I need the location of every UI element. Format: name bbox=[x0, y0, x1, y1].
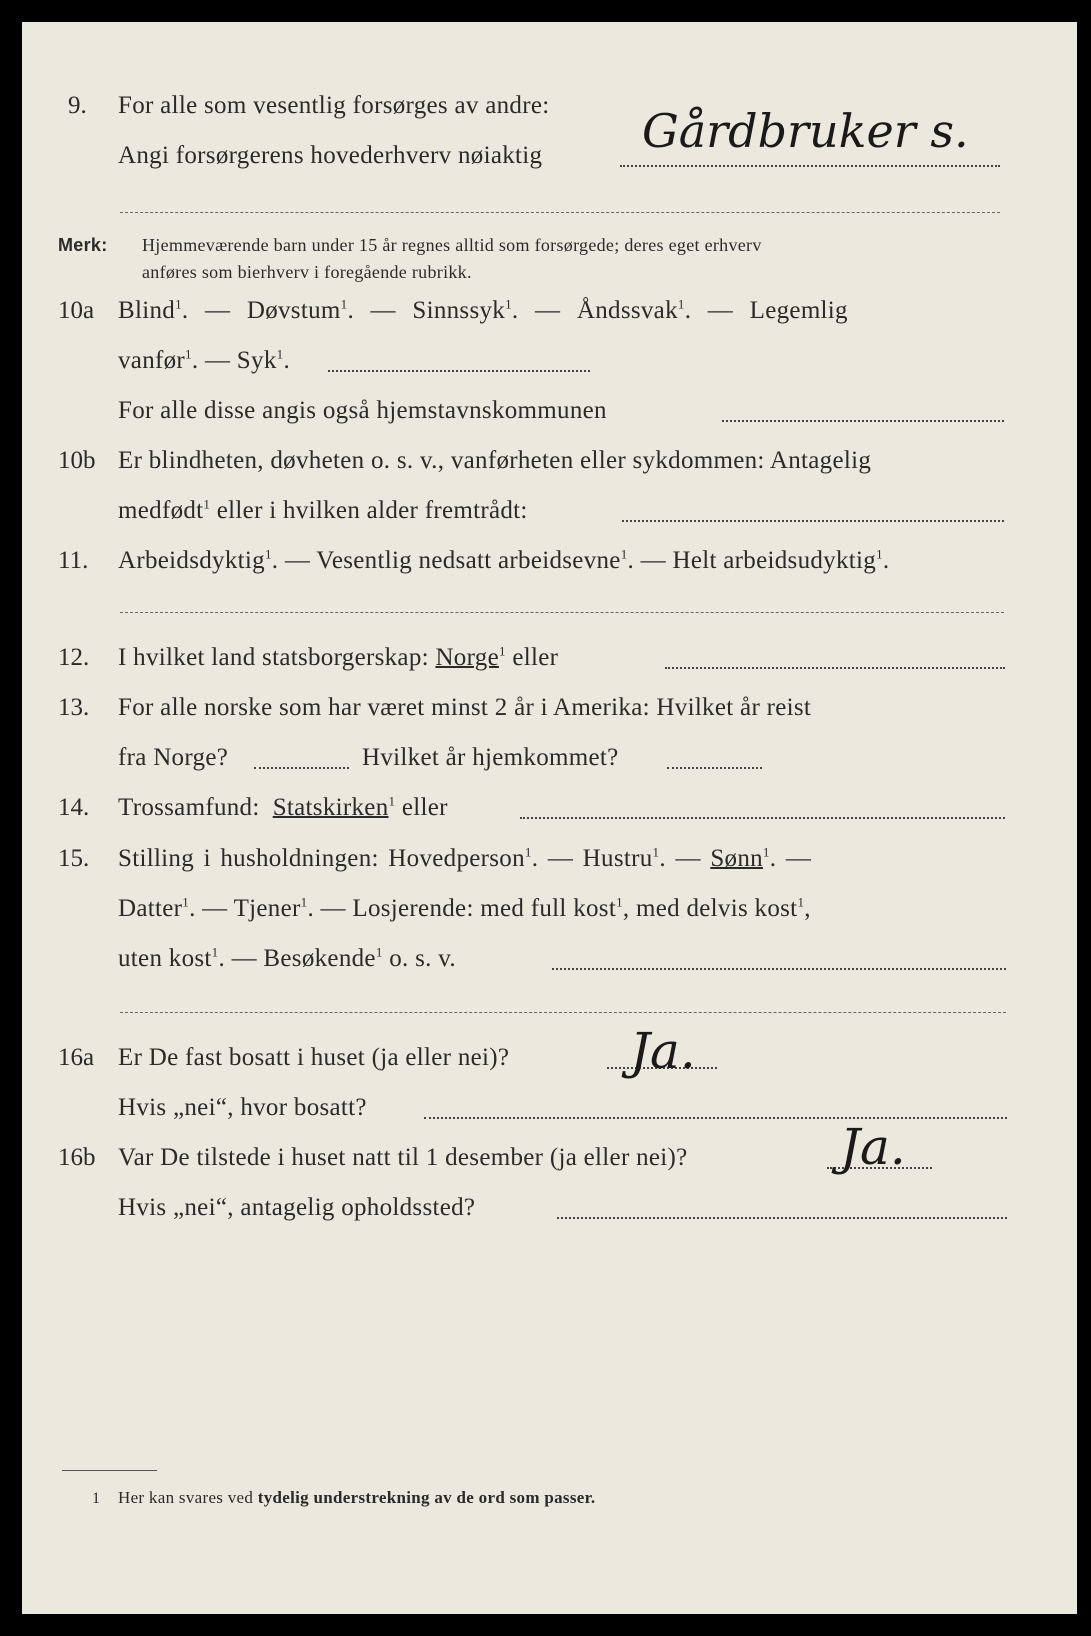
q10a-line3: For alle disse angis også hjemstavnskommunen bbox=[118, 397, 607, 424]
q16a-line1: Er De fast bosatt i huset (ja eller nei)? bbox=[118, 1044, 510, 1071]
q10a-line2: vanfør$^1$. — Syk$^1$. bbox=[118, 346, 290, 374]
q15-line2: Datter$^1$. — Tjener$^1$. — Losjerende: med full kost$^1$, med delvis kost$^1$, bbox=[118, 894, 811, 922]
q14-number: 14. bbox=[58, 794, 90, 821]
census-form-page bbox=[22, 22, 1077, 1614]
q13-reist-line bbox=[254, 767, 349, 769]
q16b-handwritten-answer: Ja. bbox=[840, 1118, 906, 1176]
q16a-handwritten-answer: Ja. bbox=[630, 1022, 696, 1080]
footnote-rule bbox=[62, 1470, 157, 1471]
q15-blank-line bbox=[120, 1012, 1006, 1013]
q16b-number: 16b bbox=[58, 1144, 96, 1171]
q11-line: Arbeidsdyktig$^1$. — Vesentlig nedsatt arbeidsevne$^1$. — Helt arbeidsudyktig$^1$. bbox=[118, 546, 890, 574]
q9-answer-line bbox=[620, 165, 1000, 167]
q16b-line2: Hvis „nei“, antagelig opholdssted? bbox=[118, 1194, 476, 1221]
q9-blank-line bbox=[120, 212, 1000, 213]
q16a-number: 16a bbox=[58, 1044, 95, 1071]
q10a-kommune-line bbox=[722, 420, 1004, 422]
q14-answer-line bbox=[520, 817, 1005, 819]
q15-line3: uten kost$^1$. — Besøkende$^1$ o. s. v. bbox=[118, 944, 456, 972]
q11-number: 11. bbox=[58, 547, 89, 574]
q12-line: I hvilket land statsborgerskap: Norge$^1$ eller bbox=[118, 643, 559, 671]
q9-handwritten-answer: Gårdbruker s. bbox=[642, 104, 969, 158]
q11-blank-line bbox=[120, 612, 1004, 613]
q10b-number: 10b bbox=[58, 447, 96, 474]
q9-line2: Angi forsørgerens hovederhverv nøiaktig bbox=[118, 142, 543, 169]
q10b-line2: medfødt$^1$ eller i hvilken alder fremtrådt: bbox=[118, 496, 528, 524]
q9-line1: For alle som vesentlig forsørges av andre: bbox=[118, 92, 550, 119]
q13-line1: For alle norske som har været minst 2 år i Amerika: Hvilket år reist bbox=[118, 694, 812, 721]
q13-hjemkommet-line bbox=[667, 767, 762, 769]
q15-answer-line bbox=[552, 968, 1006, 970]
q14-line: Trossamfund: Statskirken$^1$ eller bbox=[118, 793, 448, 821]
q12-number: 12. bbox=[58, 644, 90, 671]
merk-line1: Hjemmeværende barn under 15 år regnes alltid som forsørgede; deres eget erhverv bbox=[142, 235, 762, 255]
q10b-answer-line bbox=[622, 520, 1004, 522]
footnote-text: Her kan svares ved tydelig understrekning av de ord som passer. bbox=[118, 1488, 596, 1507]
footnote-mark: 1 bbox=[92, 1490, 101, 1507]
q13-number: 13. bbox=[58, 694, 90, 721]
q10a-number: 10a bbox=[58, 297, 95, 324]
q16b-opholdssted-line bbox=[557, 1217, 1007, 1219]
q15-line1: Stilling i husholdningen: Hovedperson$^1$. — Hustru$^1$. — Sønn$^1$. — bbox=[118, 844, 812, 872]
q16a-bosatt-line bbox=[424, 1117, 1007, 1119]
q10b-line1: Er blindheten, døvheten o. s. v., vanførheten eller sykdommen: Antagelig bbox=[118, 447, 872, 474]
q12-answer-line bbox=[665, 667, 1005, 669]
q16a-line2: Hvis „nei“, hvor bosatt? bbox=[118, 1094, 367, 1121]
q9-number: 9. bbox=[68, 92, 87, 119]
q10a-line1: Blind$^1$. — Døvstum$^1$. — Sinnssyk$^1$. — Åndssvak$^1$. — Legemlig bbox=[118, 296, 848, 324]
q16b-line1: Var De tilstede i huset natt til 1 desember (ja eller nei)? bbox=[118, 1144, 688, 1171]
q13-line2b: Hvilket år hjemkommet? bbox=[362, 744, 619, 771]
q15-number: 15. bbox=[58, 845, 90, 872]
q13-line2a: fra Norge? bbox=[118, 744, 229, 771]
merk-line2: anføres som bierhverv i foregående rubrikk. bbox=[142, 262, 472, 282]
merk-label: Merk: bbox=[58, 235, 108, 255]
q10a-syk-line bbox=[328, 370, 590, 372]
